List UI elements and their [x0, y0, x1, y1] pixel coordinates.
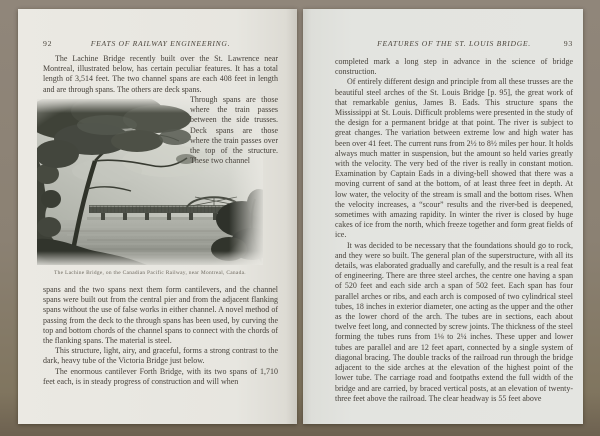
paragraph-text: This structure, light, airy, and graceful, forms a strong contrast to the dark, heavy tube of the Victoria Bridge just below.: [43, 346, 278, 366]
right-page-text: [335, 57, 573, 404]
book-page-left: [18, 9, 297, 424]
left-page-number: 92: [43, 39, 53, 48]
paragraph-text: Of entirely different design and principle from all these trusses are the beautiful steel arches of the St. Louis Bridge [p. 95], the great work of that remarkable genius, James B. Eads. This structure spans the Mississippi at St. Louis. Difficult problems were presented in the study of the design for a permanent bridge at that point. The river is subject to great changes. The variation between extreme low and high water has been over 41 feet. The current runs from 2½ to 8½ miles per hour. It holds always much matter in suspension, but the amount so held varies greatly with the velocity. The very bed of the river is really in constant motion. Examination by Captain Eads in a diving-bell showed that there was a moving current of sand at the bottom, of at least three feet in depth. At low water, the velocity of the stream is small and the bottom rises. When the velocity increases, a “scour” results and the river-bed is deepened, sometimes with amazing rapidity. In winter the river is closed by huge cakes of ice from the north, which freeze together and form great fields of ice.: [335, 77, 573, 240]
paragraph-text: spans and the two spans next them form cantilevers, and the channel spans were built out from the central pier and from the adjacent flanking spans without the use of false works in either channel. A novel method of passing from the deck to the through spans has been used, by curving the top and bottom chords of the channel spans to connect with the chords of the flanking spans. The material is steel.: [43, 285, 278, 346]
figure-caption: The Lachine Bridge, on the Canadian Pacific Railway, near Montreal, Canada.: [54, 270, 246, 276]
paragraph-text: Through spans are those where the train passes between the side trusses. Deck spans are those where the train passes over the top of the structure. These two channel: [190, 95, 278, 166]
paragraph-text: It was decided to be necessary that the foundations should go to rock, and they were so built. The general plan of the superstructure, with all its details, was elaborated gradually and carefully, and the result is a real feat of engineering. There are three steel arches, the centre one having a span of 520 feet and each side arch a span of 502 feet. Each span has four parallel arches or ribs, and each arch is composed of two cylindrical steel tubes, 18 inches in exterior diameter, one acting as the upper and the other as the lower chord of the arch. The tubes are in sections, each about twelve feet long, and connected by screw joints. The thickness of the steel forming the tubes runs from 1⅛ to 2¼ inches. These upper and lower tubes are parallel and are 12 feet apart, connected by a single system of diagonal bracing. The double tracks of the railroad run through the bridge adjacent to the side arches at the elevation of the highest point of the lower tube. The carriage road and footpaths extend the full width of the bridge and are carried, by braced vertical posts, at an elevation of twenty-three feet above the railroad. The clear headway is 55 feet above: [335, 240, 573, 403]
left-running-head: [43, 39, 278, 48]
book-page-right: [303, 9, 583, 424]
left-paragraph-1-wrap-column: [190, 95, 278, 166]
right-running-head: [335, 39, 573, 48]
left-header-title: FEATS OF RAILWAY ENGINEERING.: [90, 39, 231, 48]
paragraph-text: completed mark a long step in advance in the science of bridge construction.: [335, 57, 573, 77]
paragraph-text: The enormous cantilever Forth Bridge, with its two spans of 1,710 feet each, is in steady progress of construction and will when: [43, 366, 278, 386]
right-header-title: FEATURES OF THE ST. LOUIS BRIDGE.: [377, 39, 531, 48]
left-paragraph-1: [43, 54, 278, 95]
paragraph-text: The Lachine Bridge recently built over the St. Lawrence near Montreal, illustrated below, has certain peculiar features. It has a total length of 3,514 feet. The two channel spans are each 408 feet in length and are through spans. The others are deck spans.: [43, 54, 278, 94]
left-lower-text: [43, 285, 278, 387]
right-page-number: 93: [563, 39, 573, 48]
